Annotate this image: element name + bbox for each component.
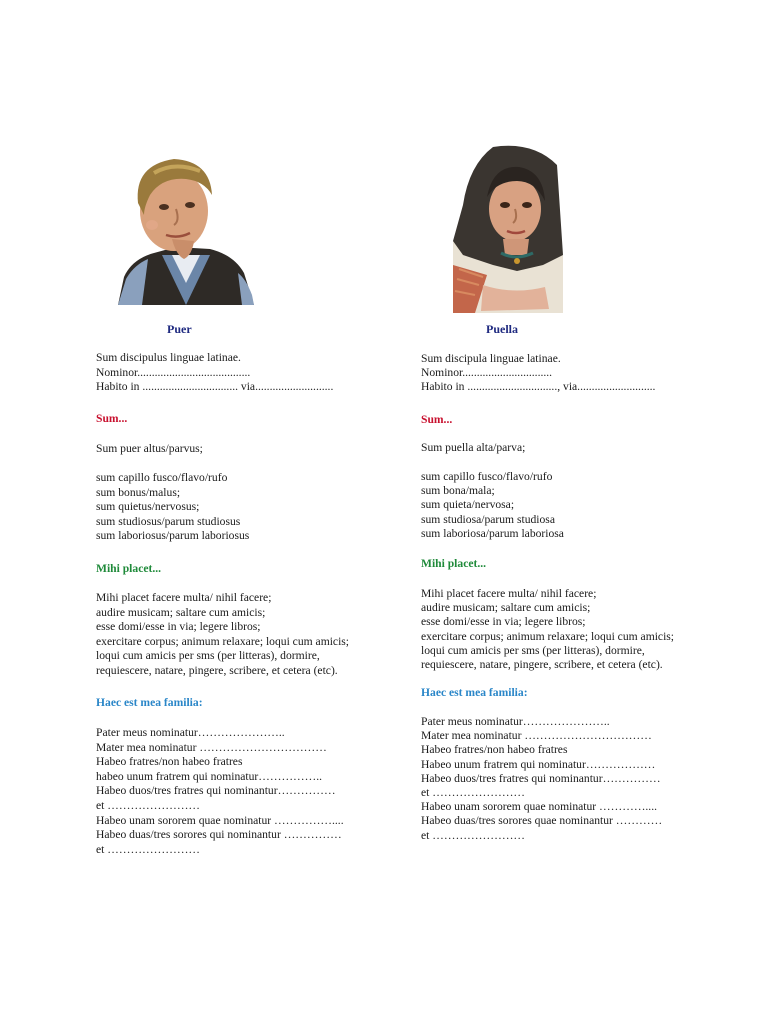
list-item: audire musicam; saltare cum amicis; xyxy=(96,605,266,619)
list-item: exercitare corpus; animum relaxare; loqui cum amicis; xyxy=(96,634,350,648)
list-item: sum bonus/malus; xyxy=(96,485,181,499)
girl-familia-list xyxy=(421,715,662,843)
list-item: sum studiosus/parum studiosus xyxy=(96,514,241,528)
girl-placet-list xyxy=(421,587,674,672)
intro-line: Nominor............................... xyxy=(421,366,553,380)
girl-title: Puella xyxy=(486,322,518,336)
list-item: Mihi placet facere multa/ nihil facere; xyxy=(96,591,272,604)
list-item: Pater meus nominatur………………….. xyxy=(96,726,285,739)
list-item: requiescere, natare, pingere, scribere, et cetera (etc). xyxy=(421,657,663,671)
girl-sum-list xyxy=(421,470,564,541)
list-item: Habeo fratres/non habeo fratres xyxy=(421,743,568,757)
intro-line: Sum discipula linguae latinae. xyxy=(421,352,561,365)
list-item: Habeo duas/tres sorores quae nominantur ………… xyxy=(421,814,663,828)
list-item: sum capillo fusco/flavo/rufo xyxy=(96,471,228,484)
girl-familia-heading: Haec est mea familia: xyxy=(421,686,528,699)
list-item: Mihi placet facere multa/ nihil facere; xyxy=(421,587,597,600)
boy-title: Puer xyxy=(167,322,192,336)
sum-line: Sum puer altus/parvus; xyxy=(96,442,203,455)
list-item: Habeo fratres/non habeo fratres xyxy=(96,755,243,769)
list-item: habeo unum fratrem qui nominatur…………….. xyxy=(96,769,323,783)
list-item: sum studiosa/parum studiosa xyxy=(421,512,555,526)
list-item: exercitare corpus; animum relaxare; loqui cum amicis; xyxy=(421,629,675,643)
boy-intro xyxy=(96,351,333,395)
list-item: requiescere, natare, pingere, scribere, et cetera (etc). xyxy=(96,663,338,677)
girl-placet-heading: Mihi placet... xyxy=(421,557,487,570)
intro-line: Habito in ..............................., via........................... xyxy=(421,380,656,394)
boy-sum-line xyxy=(96,442,203,457)
list-item: Pater meus nominatur………………….. xyxy=(421,715,610,728)
list-item: esse domi/esse in via; legere libros; xyxy=(96,620,261,634)
list-item: Habeo duos/tres fratres qui nominantur…………… xyxy=(421,771,661,785)
girl-intro xyxy=(421,352,655,395)
intro-line: Sum discipulus linguae latinae. xyxy=(96,351,241,364)
boy-familia-heading: Haec est mea familia: xyxy=(96,696,203,709)
intro-line: Habito in ................................. via........................... xyxy=(96,380,334,394)
boy-familia-list xyxy=(96,726,344,857)
list-item: Mater mea nominatur …………………………… xyxy=(421,729,652,743)
list-item: sum laboriosus/parum laboriosus xyxy=(96,529,250,543)
intro-line: Nominor....................................... xyxy=(96,365,251,379)
list-item: sum laboriosa/parum laboriosa xyxy=(421,526,564,540)
list-item: Habeo unum fratrem qui nominatur……………… xyxy=(421,757,656,771)
list-item: Habeo duas/tres sorores qui nominantur …………… xyxy=(96,828,342,842)
list-item: sum bona/mala; xyxy=(421,484,495,498)
girl-sum-heading: Sum... xyxy=(421,413,453,426)
girl-sum-line xyxy=(421,441,525,455)
list-item: Mater mea nominatur …………………………… xyxy=(96,740,327,754)
list-item: esse domi/esse in via; legere libros; xyxy=(421,615,586,629)
list-item: et …………………… xyxy=(421,785,526,799)
sum-line: Sum puella alta/parva; xyxy=(421,441,526,454)
list-item: et …………………… xyxy=(96,798,201,812)
boy-sum-list xyxy=(96,471,249,544)
list-item: Habeo unam sororem quae nominatur ………….... xyxy=(421,800,658,814)
list-item: sum quieta/nervosa; xyxy=(421,498,515,512)
list-item: loqui cum amicis per sms (per litteras), dormire, xyxy=(96,649,320,663)
boy-portrait xyxy=(114,155,258,305)
list-item: sum quietus/nervosus; xyxy=(96,500,200,514)
boy-placet-list xyxy=(96,591,349,679)
list-item: et …………………… xyxy=(96,842,201,856)
boy-sum-heading: Sum... xyxy=(96,412,128,425)
list-item: et …………………… xyxy=(421,828,526,842)
list-item: Habeo duos/tres fratres qui nominantur…………… xyxy=(96,784,336,798)
list-item: sum capillo fusco/flavo/rufo xyxy=(421,470,553,483)
boy-placet-heading: Mihi placet... xyxy=(96,562,162,575)
list-item: Habeo unam sororem quae nominatur …………….... xyxy=(96,813,344,827)
list-item: audire musicam; saltare cum amicis; xyxy=(421,601,591,615)
girl-portrait xyxy=(453,145,563,313)
list-item: loqui cum amicis per sms (per litteras), dormire, xyxy=(421,643,645,657)
